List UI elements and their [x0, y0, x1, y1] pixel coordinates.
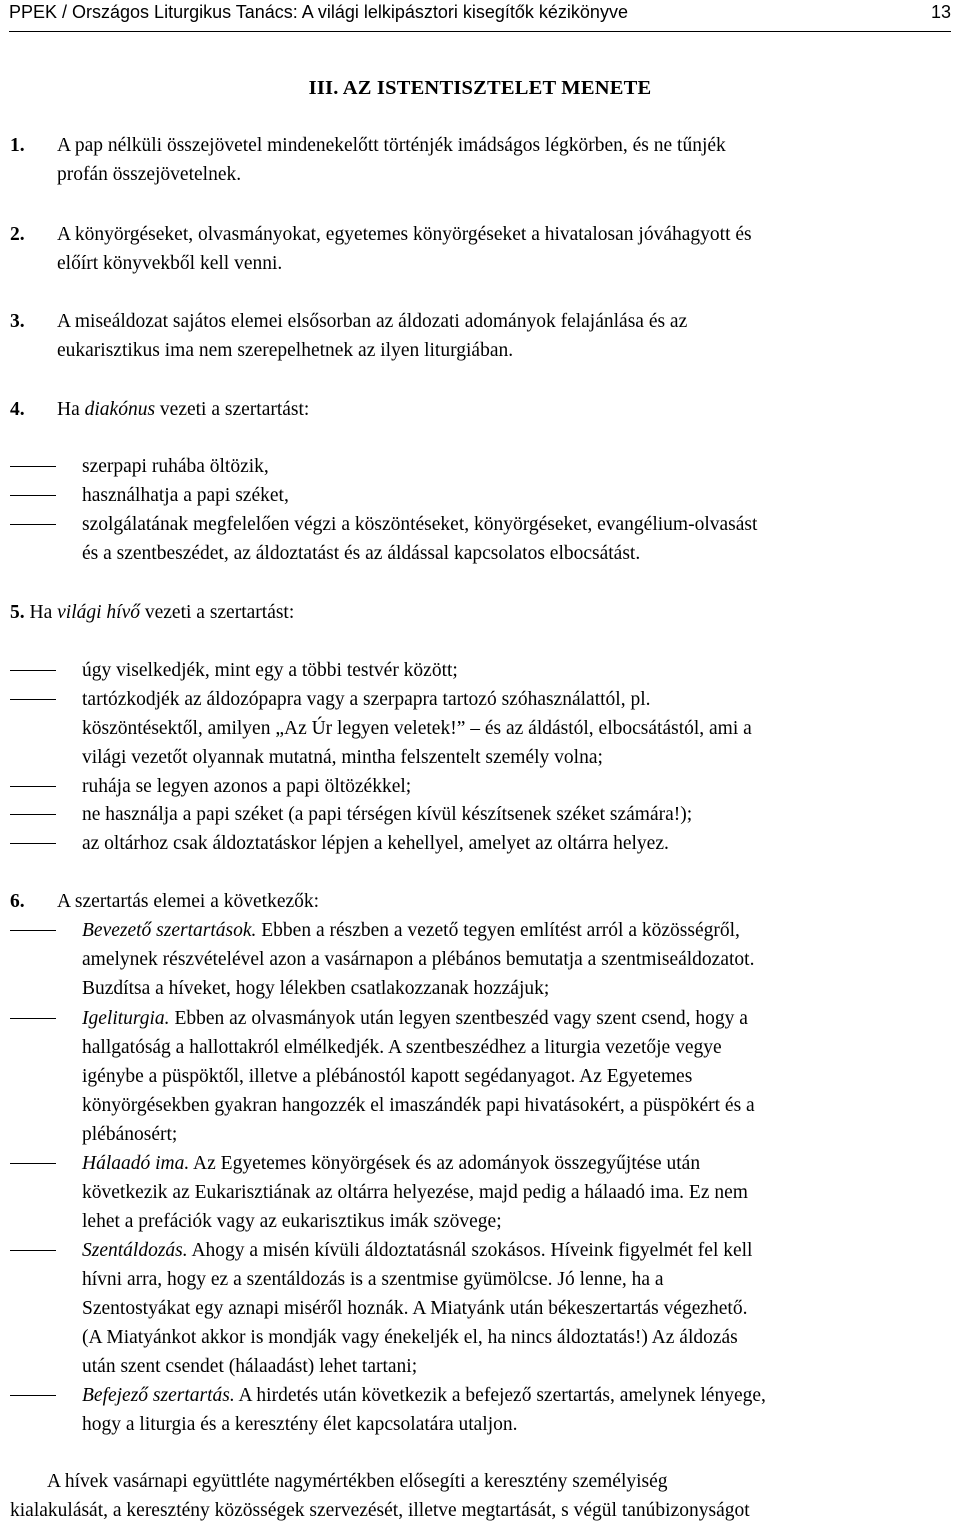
dash-bullet — [10, 814, 56, 815]
list-item-text: lehet a prefációk vagy az eukarisztikus imák szövege; — [82, 1211, 502, 1232]
text-run: Ebben a részben a vezető tegyen említést arról a közösségről, — [256, 920, 740, 941]
paragraph-line: A hívek vasárnapi együttléte nagymértékben elősegíti a keresztény személyiség — [47, 1471, 668, 1492]
list-item-text: ruhája se legyen azonos a papi öltözékkel; — [82, 776, 412, 797]
dash-bullet — [10, 524, 56, 525]
paragraph-3 — [10, 307, 945, 361]
list-item-text: használhatja a papi széket, — [82, 485, 289, 506]
text-run: vezeti a szertartást: — [155, 399, 310, 420]
list-item-text: szolgálatának megfelelően végzi a köszöntéseket, könyörgéseket, evangélium-olvasást — [82, 514, 758, 535]
dash-bullet — [10, 1250, 56, 1251]
paragraph-number: 1. — [10, 135, 25, 156]
text-run: A hirdetés után következik a befejező szertartás, amelynek lényege, — [234, 1385, 766, 1406]
dash-bullet — [10, 1395, 56, 1396]
text-run: Ahogy a misén kívüli áldoztatásnál szokásos. Híveink figyelmét fel kell — [187, 1240, 753, 1261]
paragraph-line: kialakulását, a keresztény közösségek szervezését, illetve megtartását, s végül tanúbizonyságot — [10, 1500, 750, 1521]
text-run: Az Egyetemes könyörgések és az adományok összegyűjtése után — [189, 1153, 701, 1174]
paragraph-line: A pap nélküli összejövetel mindenekelőtt történjék imádságos légkörben, és ne tűnjék — [57, 135, 726, 156]
list-item-text: következik az Eukarisztiának az oltárra helyezése, majd pedig a hálaadó ima. Ez nem — [82, 1182, 748, 1203]
emphasis: Bevezető szertartások. — [82, 920, 257, 941]
page-header — [9, 0, 951, 32]
paragraph-number: 6. — [10, 891, 25, 912]
list-item-text: és a szentbeszédet, az áldoztatást és az áldással kapcsolatos elbocsátást. — [82, 543, 641, 564]
list-item-text: amelynek részvételével azon a vasárnapon a plébános bemutatja a szentmiseáldozatot. — [82, 949, 755, 970]
dash-bullet — [10, 466, 56, 467]
list-item-text: könyörgésekben gyakran hangozzék el imaszándék papi hivatásokért, a püspökért és a — [82, 1095, 755, 1116]
paragraph-number: 2. — [10, 224, 25, 245]
dash-bullet — [10, 786, 56, 787]
closing-paragraph — [10, 1467, 955, 1525]
emphasis: Szentáldozás. — [82, 1240, 188, 1261]
text-run: Ha — [24, 602, 58, 623]
emphasis: Igeliturgia. — [82, 1008, 170, 1029]
paragraph-5 — [10, 598, 945, 627]
paragraph-line: A miseáldozat sajátos elemei elsősorban az áldozati adományok felajánlása és az — [57, 311, 688, 332]
dash-bullet — [10, 1163, 56, 1164]
paragraph-number: 3. — [10, 311, 25, 332]
text-run: vezeti a szertartást: — [139, 602, 295, 623]
paragraph-2 — [10, 220, 945, 274]
dash-bullet — [10, 670, 56, 671]
dash-bullet — [10, 699, 56, 700]
list-item-text: ne használja a papi széket (a papi térségen kívül készítsenek széket számára!); — [82, 804, 693, 825]
emphasis: Befejező szertartás. — [82, 1385, 235, 1406]
emphasis: világi hívő — [57, 602, 140, 623]
list-item-text: igénybe a püspöktől, illetve a plébánostól kapott segédanyagot. Az Egyetemes — [82, 1066, 693, 1087]
dash-bullet — [10, 1018, 56, 1019]
dash-bullet — [10, 843, 56, 844]
list-item-text: világi vezetőt olyannak mutatná, mintha felszentelt személy volna; — [82, 747, 603, 768]
list-item-text: úgy viselkedjék, mint egy a többi testvér között; — [82, 660, 458, 681]
paragraph-line: profán összejövetelnek. — [57, 164, 242, 185]
list-item-text: plébánosért; — [82, 1124, 178, 1145]
list-item-text: az oltárhoz csak áldoztatáskor lépjen a kehellyel, amelyet az oltárra helyez. — [82, 833, 669, 854]
dash-bullet — [10, 495, 56, 496]
list-item-text: után szent csendet (hálaadást) lehet tartani; — [82, 1356, 418, 1377]
list-item-text: szerpapi ruhába öltözik, — [82, 456, 269, 477]
text-run: Ha — [57, 399, 85, 420]
paragraph-line: A könyörgéseket, olvasmányokat, egyetemes könyörgéseket a hivatalosan jóváhagyott és — [57, 224, 752, 245]
paragraph-line: eukarisztikus ima nem szerepelhetnek az ilyen liturgiában. — [57, 340, 514, 361]
list-item-text: Szentostyákat egy aznapi miséről hoznák. A Miatyánk után békeszertartás végezhető. — [82, 1298, 748, 1319]
paragraph-line: A szertartás elemei a következők: — [57, 891, 320, 912]
paragraph-6 — [10, 887, 945, 916]
list-item-text: tartózkodjék az áldozópapra vagy a szerpapra tartozó szóhasználattól, pl. — [82, 689, 651, 710]
list-item-text: Buzdítsa a híveket, hogy lélekben csatlakozzanak hozzájuk; — [82, 978, 550, 999]
list-item-text: hallgatóság a hallottakról elmélkedjék. A szentbeszédhez a liturgia vezetője vegye — [82, 1037, 722, 1058]
section-title: III. AZ ISTENTISZTELET MENETE — [308, 77, 652, 99]
dash-bullet — [10, 930, 56, 931]
list-item-text: köszöntésektől, amilyen „Az Úr legyen veletek!” – és az áldástól, elbocsátástól, ami a — [82, 718, 752, 739]
list-item-text: (A Miatyánkot akkor is mondják vagy énekeljék el, ha nincs áldoztatás!) Az áldozás — [82, 1327, 738, 1348]
emphasis: Hálaadó ima. — [82, 1153, 190, 1174]
list-item-text: hogy a liturgia és a keresztény élet kapcsolatára utaljon. — [82, 1414, 518, 1435]
text-run: Ebben az olvasmányok után legyen szentbeszéd vagy szent csend, hogy a — [169, 1008, 748, 1029]
paragraph-4 — [10, 395, 945, 424]
header-title: PPEK / Országos Liturgikus Tanács: A világi lelkipásztori kisegítők kézikönyve — [9, 2, 628, 22]
list-item-text: hívni arra, hogy ez a szentáldozás is a szentmise gyümölcse. Jó lenne, ha a — [82, 1269, 664, 1290]
paragraph-number: 4. — [10, 399, 25, 420]
paragraph-1 — [10, 131, 945, 185]
emphasis: diakónus — [84, 399, 156, 420]
page-number: 13 — [930, 2, 951, 22]
paragraph-number: 5. — [10, 602, 25, 623]
paragraph-line: előírt könyvekből kell venni. — [57, 253, 283, 274]
